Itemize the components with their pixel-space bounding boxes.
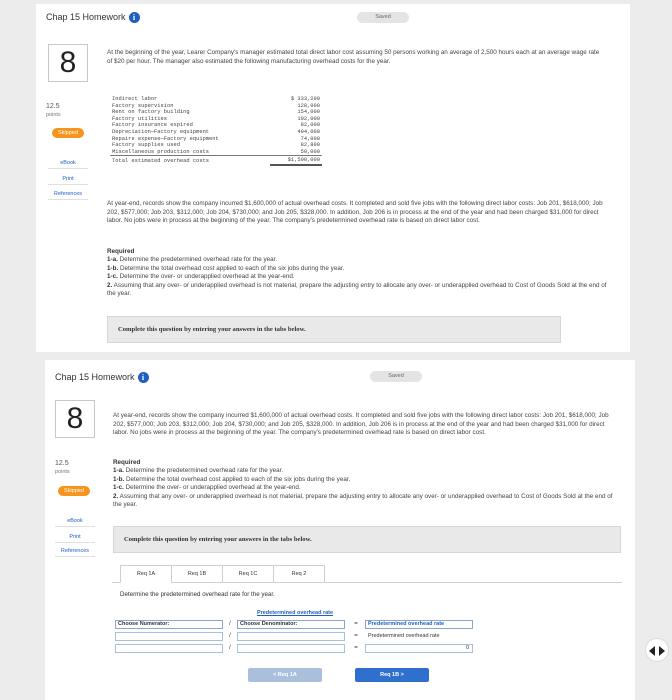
required-item-text: Determine the over- or underapplied overhead at the year-end.	[119, 273, 295, 281]
intro-text: At the beginning of the year, Learer Company's manager estimated total direct labor cost assuming 50 persons working an average of 2,500 hours each at an average wage rate of $20 per hour. The manager also estimated the following manufacturing overhead costs for the year.	[107, 49, 600, 65]
required-title: Required	[107, 248, 135, 255]
overhead-label: Factory supervision	[112, 102, 174, 109]
arrow-right-icon[interactable]	[659, 646, 665, 656]
equals-symbol: =	[354, 645, 358, 651]
overhead-amount: 494,000	[297, 128, 320, 135]
skipped-badge: Skipped	[58, 486, 90, 496]
required-item-key: 1-b.	[107, 264, 119, 272]
required-item-key: 1-a.	[113, 467, 124, 475]
overhead-amount: 128,000	[297, 102, 320, 109]
image-navigation	[645, 638, 669, 662]
required-item	[107, 282, 607, 299]
required-list	[113, 467, 615, 509]
numerator-label: Choose Numerator:	[115, 620, 223, 629]
required-item	[107, 265, 607, 273]
complete-instruction-bar: Complete this question by entering your answers in the tabs below.	[113, 526, 621, 553]
tab-instruction: Determine the predetermined overhead rate for the year.	[120, 591, 275, 598]
divide-symbol: /	[229, 633, 231, 639]
required-section	[113, 459, 615, 509]
arrow-left-icon[interactable]	[649, 646, 655, 656]
required-item	[107, 256, 607, 264]
overhead-amount: $ 333,200	[290, 96, 320, 102]
year-end-text: At year-end, records show the company incurred $1,600,000 of actual overhead costs. It completed and sold five jobs with the following direct labor costs: Job 201, $618,000; Job 202, $577,000; Job 203, $312,000; Job 204, $730,000; and Job 205, $328,000. In addition, Job 206 is in process at the end of the year and had been charged $31,000 for direct labor. No jobs were in process at the beginning of the year. The company's predetermined overhead rate is based on direct labor cost.	[107, 200, 603, 225]
overhead-amount: 82,800	[300, 142, 320, 149]
ebook-link[interactable]: eBook	[48, 160, 88, 169]
info-icon[interactable]: i	[138, 372, 149, 383]
overhead-row	[110, 96, 322, 103]
required-item-key: 1-c.	[107, 273, 118, 281]
year-end-text: At year-end, records show the company incurred $1,600,000 of actual overhead costs. It completed and sold five jobs with the following direct labor costs: Job 201, $618,000; Job 202, $577,000; Job 203, $312,000; Job 204, $730,000; and Job 205, $328,000. In addition, Job 206 is in process at the end of the year and had been charged $31,000 for direct labor. No jobs were in process at the beginning of the year. The company's predetermined overhead rate is based on direct labor cost.	[113, 412, 609, 437]
required-item	[113, 467, 615, 475]
overhead-label: Factory supplies used	[112, 142, 180, 149]
denominator-select[interactable]	[237, 632, 345, 641]
required-item-key: 1-c.	[113, 484, 124, 492]
prev-tab-button[interactable]: < Req 1A	[248, 668, 322, 682]
overhead-row	[110, 116, 322, 123]
required-item-text: Determine the predetermined overhead rate for the year.	[119, 256, 278, 264]
required-item	[113, 484, 615, 492]
overhead-row	[110, 142, 322, 149]
overhead-total-amount: $1,500,000	[270, 156, 322, 165]
required-item-key: 2.	[113, 492, 119, 500]
skipped-badge: Skipped	[52, 128, 84, 138]
result-sublabel: Predetermined overhead rate	[365, 632, 473, 641]
divide-symbol: /	[229, 621, 231, 627]
overhead-label: Miscellaneous production costs	[112, 148, 210, 155]
required-item-key: 1-a.	[107, 256, 118, 264]
numerator-input[interactable]	[115, 644, 223, 653]
tab-req-1a[interactable]: Req 1A	[120, 565, 172, 583]
overhead-label: Depreciation—Factory equipment	[112, 128, 210, 135]
question-number: 8	[48, 44, 88, 82]
equals-symbol: =	[354, 633, 358, 639]
saved-status-badge: Saved	[357, 12, 409, 23]
required-item	[107, 273, 607, 281]
references-link[interactable]: References	[55, 548, 95, 557]
required-item-text: Determine the predetermined overhead rate for the year.	[125, 467, 284, 475]
result-label: Predetermined overhead rate	[365, 620, 473, 629]
overhead-row	[110, 109, 322, 116]
info-icon[interactable]: i	[129, 12, 140, 23]
overhead-row	[110, 103, 322, 110]
print-link[interactable]: Print	[48, 176, 88, 185]
page-title: Chap 15 Homework i	[46, 12, 140, 23]
overhead-amount: 50,000	[300, 148, 320, 155]
required-item	[113, 476, 615, 484]
required-title: Required	[113, 459, 141, 466]
overhead-label: Indirect labor	[112, 96, 158, 102]
numerator-select[interactable]	[115, 632, 223, 641]
denominator-input[interactable]	[237, 644, 345, 653]
required-item-text: Determine the total overhead cost applied to each of the six jobs during the year.	[125, 475, 351, 483]
overhead-total-row	[110, 156, 322, 165]
calc-heading: Predetermined overhead rate	[256, 610, 334, 616]
overhead-amount: 82,000	[300, 122, 320, 129]
overhead-amount: 102,000	[297, 115, 320, 122]
result-value: 0	[365, 644, 473, 653]
ebook-link[interactable]: eBook	[55, 518, 95, 527]
divide-symbol: /	[229, 645, 231, 651]
overhead-total-label: Total estimated overhead costs	[110, 156, 270, 165]
required-item-key: 2.	[107, 281, 113, 289]
overhead-row	[110, 122, 322, 129]
tab-req-1b[interactable]: Req 1B	[171, 565, 223, 583]
print-link[interactable]: Print	[55, 534, 95, 543]
overhead-row	[110, 136, 322, 143]
equals-symbol: =	[354, 621, 358, 627]
question-number: 8	[55, 400, 95, 438]
overhead-label: Factory insurance expired	[112, 122, 193, 129]
complete-instruction-bar: Complete this question by entering your answers in the tabs below.	[107, 316, 561, 343]
overhead-cost-table	[110, 96, 322, 166]
overhead-label: Repairs expense—Factory equipment	[112, 135, 219, 142]
tab-req-1c[interactable]: Req 1C	[222, 565, 274, 583]
required-item-text: Determine the over- or underapplied overhead at the year-end.	[125, 484, 301, 492]
overhead-row	[110, 129, 322, 136]
required-item	[113, 493, 615, 510]
page-title: Chap 15 Homework i	[55, 372, 149, 383]
required-item-key: 1-b.	[113, 475, 125, 483]
required-item-text: Assuming that any over- or underapplied overhead is not material, prepare the adjusting entry to allocate any over- or underapplied overhead to Cost of Goods Sold at the end of the year.	[107, 281, 607, 298]
overhead-row	[110, 149, 322, 156]
next-tab-button[interactable]: Req 1B >	[355, 668, 429, 682]
references-link[interactable]: References	[48, 191, 88, 200]
tab-req-2[interactable]: Req 2	[273, 565, 325, 583]
points-info: 12.5 points	[46, 103, 61, 118]
overhead-label: Factory utilities	[112, 115, 167, 122]
required-item-text: Determine the total overhead cost applied to each of the six jobs during the year.	[119, 264, 345, 272]
required-list	[107, 256, 607, 298]
overhead-amount: 74,000	[300, 135, 320, 142]
saved-status-badge: Saved	[370, 371, 422, 382]
points-info: 12.5 points	[55, 460, 70, 475]
required-item-text: Assuming that any over- or underapplied overhead is not material, prepare the adjusting entry to allocate any over- or underapplied overhead to Cost of Goods Sold at the end of the year.	[113, 492, 613, 509]
overhead-label: Rent on factory building	[112, 109, 190, 116]
overhead-amount: 154,000	[297, 109, 320, 116]
required-section	[107, 248, 607, 298]
denominator-label: Choose Denominator:	[237, 620, 345, 629]
